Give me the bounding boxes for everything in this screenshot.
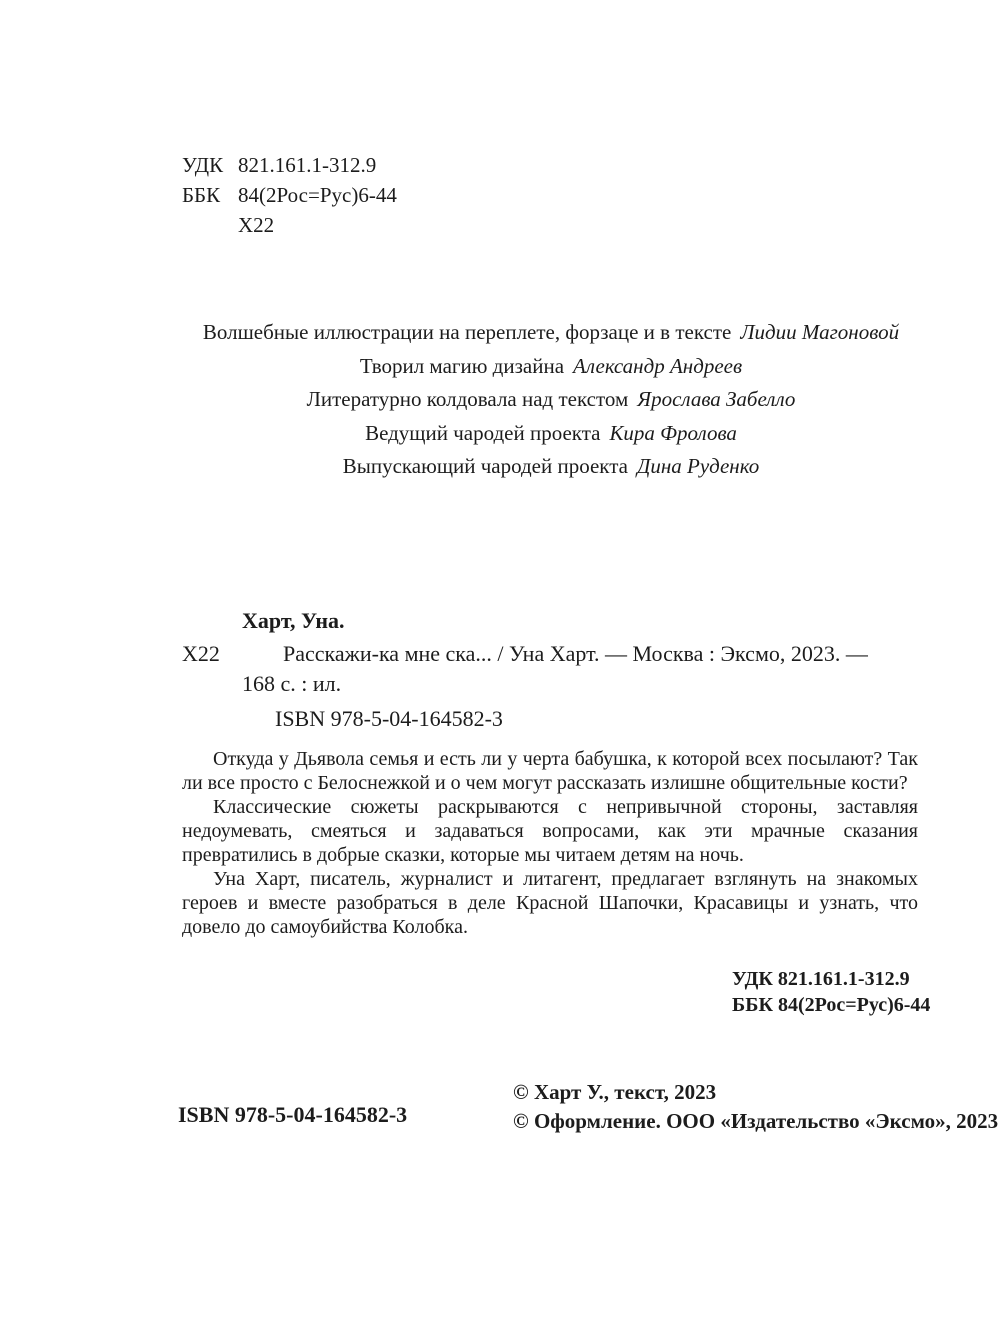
card-isbn: ISBN 978-5-04-164582-3	[275, 706, 503, 731]
credits-block	[175, 316, 927, 484]
credit-role: Ведущий чародей проекта	[365, 420, 601, 445]
credit-line-producer	[175, 450, 927, 484]
author-code: Х22	[238, 213, 275, 237]
credit-role: Волшебные иллюстрации на переплете, форзаце и в тексте	[202, 320, 732, 344]
udk-value: 821.161.1-312.9	[238, 153, 377, 177]
copyright-block	[513, 1078, 998, 1135]
card-author-code: Х22	[182, 641, 220, 666]
credit-role: Литературно колдовала над текстом	[306, 387, 629, 411]
bbk-value: 84(2Рос=Рус)6-44	[238, 183, 397, 207]
credit-person: Ярослава Забелло	[637, 387, 796, 411]
credit-role: Выпускающий чародей проекта	[342, 454, 628, 478]
credit-person: Кира Фролова	[609, 420, 737, 445]
credit-person: Лидии Магоновой	[740, 320, 900, 344]
credit-role: Творил магию дизайна	[359, 353, 565, 378]
card-title-line: Расскажи-ка мне ска... / Уна Харт. — Москва : Эксмо, 2023. —	[283, 641, 868, 666]
credit-person: Дина Руденко	[636, 454, 760, 478]
credit-line-design	[175, 350, 927, 384]
annotation-block	[182, 747, 918, 939]
udk-label: УДК	[182, 153, 224, 177]
card-author: Харт, Уна.	[242, 608, 345, 633]
annotation-paragraph-1: Откуда у Дьявола семья и есть ли у черта бабушка, к которой всех посылают? Так ли все просто с Белоснежкой и о чем могут рассказать излишне общительные кости?	[182, 748, 918, 794]
classification-block	[182, 150, 397, 240]
annotation-paragraph-2: Классические сюжеты раскрываются с непривычной стороны, заставляя недоумевать, смеяться и задаваться вопросами, как эти мрачные сказания превратились в добрые сказки, которые мы читаем детям на ночь.	[182, 796, 918, 866]
udk-right-line: УДК 821.161.1-312.9	[732, 968, 910, 990]
card-pages-line: 168 с. : ил.	[242, 671, 342, 696]
annotation-paragraph-3: Уна Харт, писатель, журналист и литагент, предлагает взглянуть на знакомых героев и вместе разобраться в деле Красной Шапочки, Красавицы и узнать, что довело до самоубийства Колобка.	[182, 868, 918, 938]
spacer	[182, 210, 238, 240]
credit-line-editing	[175, 383, 927, 417]
bbk-right-line: ББК 84(2Рос=Рус)6-44	[732, 994, 931, 1016]
credit-person: Александр Андреев	[573, 353, 743, 378]
classification-right-block	[732, 966, 930, 1018]
bbk-label: ББК	[182, 183, 221, 207]
credit-line-illustrations	[175, 316, 927, 350]
isbn-bottom: ISBN 978-5-04-164582-3	[178, 1102, 408, 1127]
credit-line-lead	[175, 417, 927, 451]
copyright-text-line: © Харт У., текст, 2023	[513, 1080, 717, 1104]
copyright-design-line: © Оформление. ООО «Издательство «Эксмо», 2023	[513, 1108, 999, 1133]
